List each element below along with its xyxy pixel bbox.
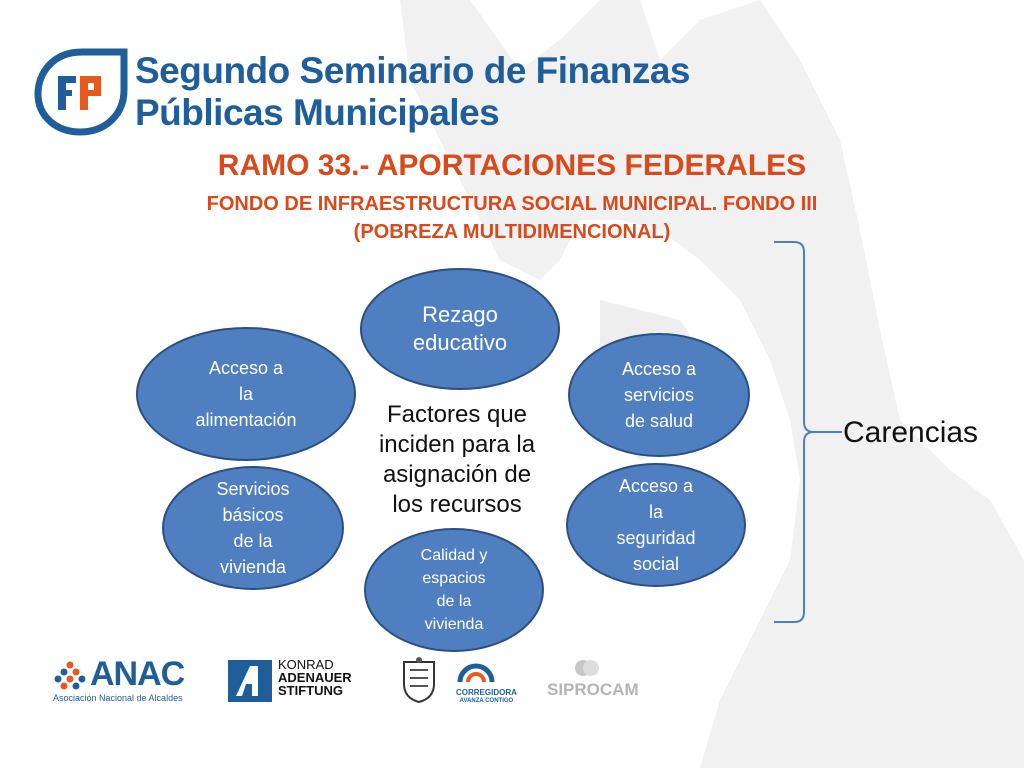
corregidora-line2: AVANZA CONTIGO: [459, 698, 514, 704]
node-label: Servicios básicos de la vivienda: [216, 479, 290, 577]
corregidora-line1: CORREGIDORA: [456, 688, 517, 697]
siprocam-logo-text: SIPROCAM: [547, 680, 639, 699]
corregidora-logo-icon: [456, 656, 496, 686]
kas-logo-icon: [228, 660, 272, 702]
corregidora-logo-text: [456, 688, 517, 706]
node-rezago-educativo: [360, 268, 560, 390]
diagram-center-text: Factores que inciden para la asignación de los recursos: [378, 401, 536, 518]
anac-logo-text: ANAC: [90, 655, 185, 693]
kas-line3: STIFTUNG: [278, 683, 343, 698]
kas-line1: KONRAD: [278, 657, 334, 672]
seminar-title-line2: Públicas Municipales: [135, 92, 500, 133]
node-label: Rezago educativo: [412, 302, 508, 355]
subtitle-line1: FONDO DE INFRAESTRUCTURA SOCIAL MUNICIPAL. FONDO III: [206, 193, 818, 215]
kas-logo-text: [278, 658, 352, 697]
slide-subtitle: [0, 190, 1024, 246]
node-label: Calidad y espacios de la vivienda: [420, 547, 488, 633]
node-acceso-alimentacion: [136, 327, 356, 461]
coat-of-arms-icon: [400, 656, 438, 704]
anac-subtitle: Asociación Nacional de Alcaldes: [53, 693, 183, 703]
node-label: Acceso a la seguridad social: [616, 476, 696, 574]
node-calidad-vivienda: [364, 528, 544, 652]
node-seguridad-social: [566, 463, 746, 587]
node-servicios-vivienda: [162, 466, 344, 590]
anac-logo-icon: [52, 660, 88, 692]
kas-line2: ADENAUER: [278, 670, 352, 685]
seminar-title: [135, 50, 690, 134]
slide-title: RAMO 33.- APORTACIONES FEDERALES: [217, 149, 807, 182]
node-label: Acceso a la alimentación: [195, 358, 297, 430]
fp-logo-icon: [32, 44, 132, 136]
carencias-label: Carencias: [843, 416, 979, 449]
node-label: Acceso a servicios de salud: [621, 359, 697, 431]
subtitle-line2: (POBREZA MULTIDIMENCIONAL): [353, 221, 671, 243]
node-acceso-salud: [568, 333, 750, 457]
seminar-title-line1: Segundo Seminario de Finanzas: [135, 50, 690, 91]
curly-bracket-icon: [770, 236, 850, 626]
siprocam-logo-icon: [574, 656, 600, 680]
